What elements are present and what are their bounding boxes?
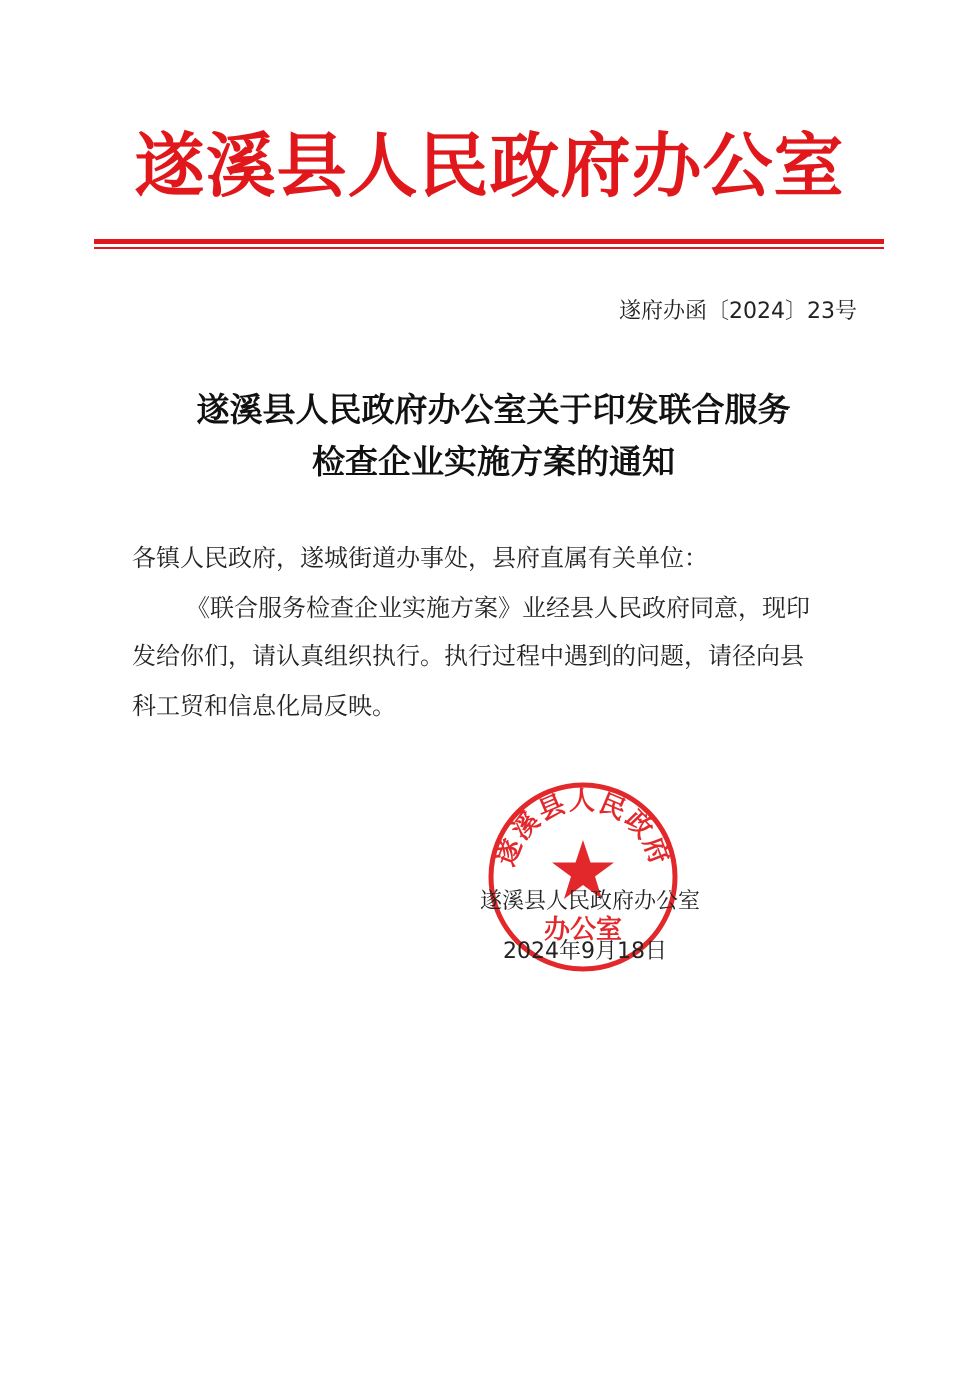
salutation: 各镇人民政府，遂城街道办事处，县府直属有关单位： [132,544,708,572]
masthead-red-rule-thin [94,247,884,249]
signature-organization: 遂溪县人民政府办公室 [479,889,700,914]
masthead-red-rule-thick [94,239,884,244]
document-number: 遂府办函〔2024〕23号 [619,299,857,324]
masthead-title: 遂溪县人民政府办公室 [134,124,845,207]
document-title-line-1: 遂溪县人民政府办公室关于印发联合服务 [196,390,791,429]
body-paragraph-line-1: 《联合服务检查企业实施方案》业经县人民政府同意，现印 [186,594,810,622]
seal-bottom-text: 办公室 [543,915,623,945]
signature-date: 2024年9月18日 [503,939,667,964]
body-paragraph-line-2: 发给你们，请认真组织执行。执行过程中遇到的问题，请径向县 [132,642,804,670]
document-title-line-2: 检查企业实施方案的通知 [312,442,675,481]
body-paragraph-line-3: 科工贸和信息化局反映。 [132,692,396,720]
seal-arc-text: 遂溪县人民政府 [491,786,675,871]
